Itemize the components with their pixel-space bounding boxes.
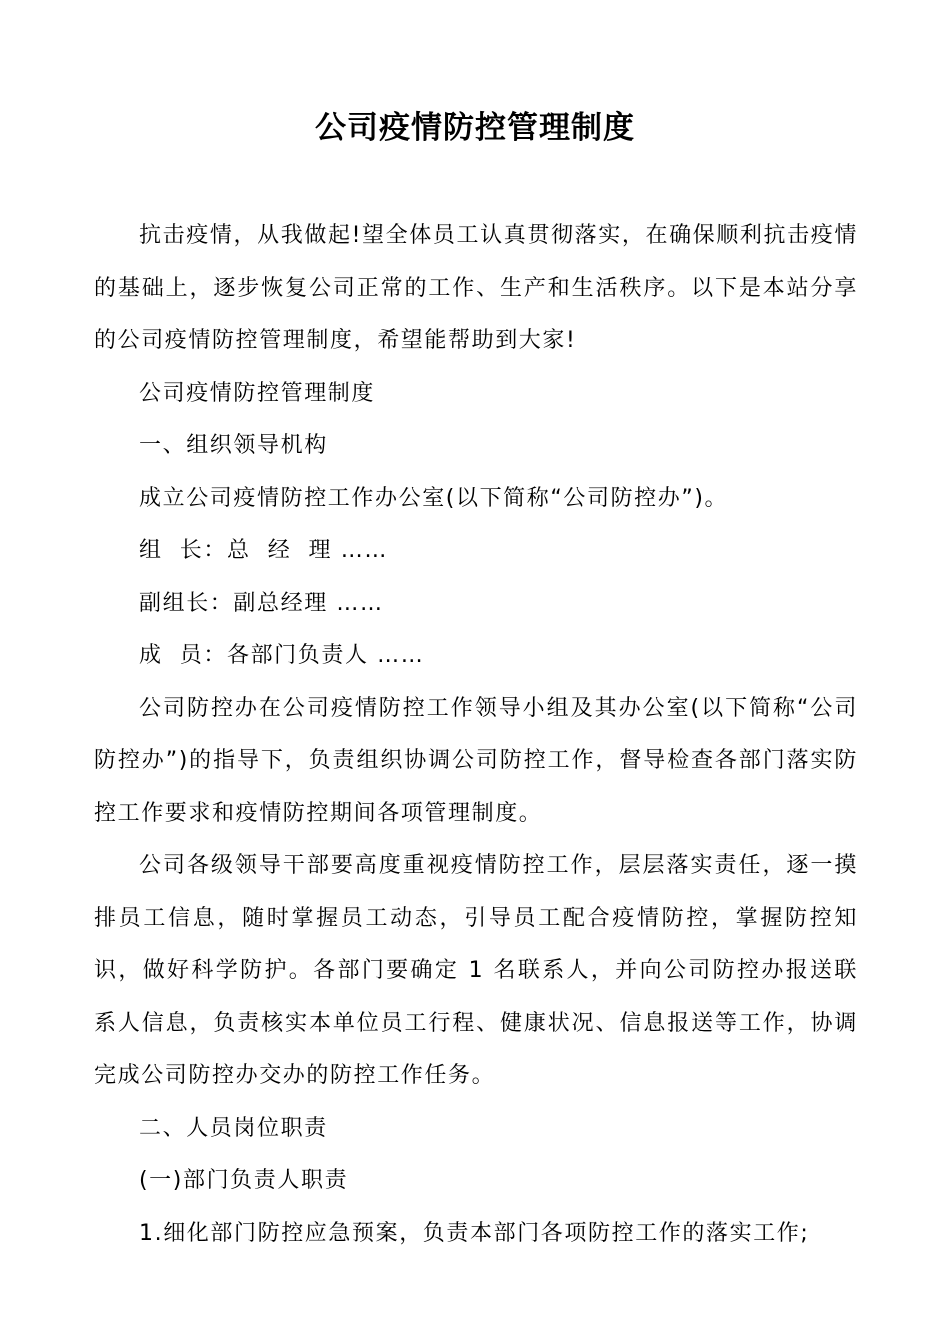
section-heading-2: 二、人员岗位职责 [139, 1115, 328, 1141]
document-title: 公司疫情防控管理制度 [315, 110, 635, 146]
paragraph-intro: 抗击疫情，从我做起!望全体员工认真贯彻落实，在确保顺利抗击疫情的基础上，逐步恢复公司正常的工作、生产和生活秩序。以下是本站分享的公司疫情防控管理制度，希望能帮助到大家! [94, 223, 858, 353]
paragraph-office: 成立公司疫情防控工作办公室(以下简称“公司防控办”)。 [139, 485, 729, 511]
document-body [94, 210, 858, 1260]
list-item-1: 1.细化部门防控应急预案，负责本部门各项防控工作的落实工作; [139, 1220, 810, 1246]
subsection-heading-1: (一)部门负责人职责 [139, 1168, 349, 1193]
paragraph-leader: 组 长：总 经 理 …… [139, 538, 388, 563]
paragraph-leadership-duties: 公司各级领导干部要高度重视疫情防控工作，层层落实责任，逐一摸排员工信息，随时掌握员工动态，引导员工配合疫情防控，掌握防控知识，做好科学防护。各部门要确定 1 名联系人，并向公司防控办报送联系人信息，负责核实本单位员工行程、健康状况、信息报送等工作，协调完成公司防控办交办的防控工作任务。 [94, 853, 858, 1088]
paragraph-deputy-leader: 副组长：副总经理 …… [139, 590, 384, 616]
paragraph-members: 成 员：各部门负责人 …… [139, 643, 425, 668]
paragraph-subtitle: 公司疫情防控管理制度 [139, 380, 376, 406]
section-heading-1: 一、组织领导机构 [139, 433, 328, 458]
paragraph-office-duties: 公司防控办在公司疫情防控工作领导小组及其办公室(以下简称“公司防控办”)的指导下，负责组织协调公司防控工作，督导检查各部门落实防控工作要求和疫情防控期间各项管理制度。 [94, 695, 858, 826]
